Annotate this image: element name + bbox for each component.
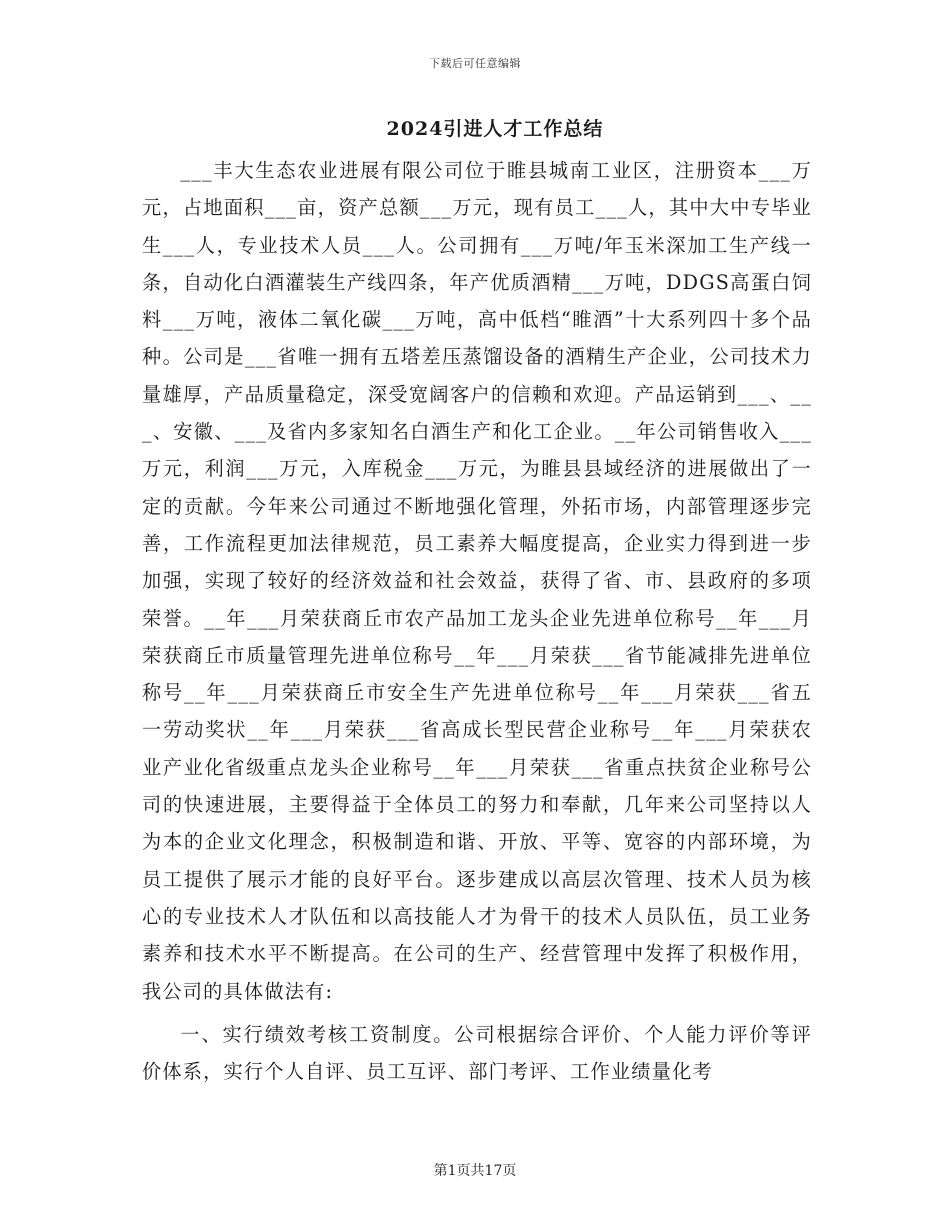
document-body xyxy=(142,152,812,1090)
page-number: 第1页共17页 xyxy=(433,1163,517,1179)
header-note: 下载后可任意编辑 xyxy=(429,57,521,70)
body-paragraph: ___丰大生态农业进展有限公司位于睢县城南工业区，注册资本___万元，占地面积___亩，资产总额___万元，现有员工___人，其中大中专毕业生___人，专业技术人员___人。公司拥有___万吨/年玉米深加工生产线一条，自动化白酒灌装生产线四条，年产优质酒精___万吨，DDGS高蛋白饲料___万吨，液体二氧化碳___万吨，高中低档“睢酒”十大系列四十多个品种。公司是___省唯一拥有五塔差压蒸馏设备的酒精生产企业，公司技术力量雄厚，产品质量稳定，深受宽阔客户的信赖和欢迎。产品运销到___、___、安徽、___及省内多家知名白酒生产和化工企业。__年公司销售收入___万元，利润___万元，入库税金___万元，为睢县县域经济的进展做出了一定的贡献。今年来公司通过不断地强化管理，外拓市场，内部管理逐步完善，工作流程更加法律规范，员工素养大幅度提高，企业实力得到进一步加强，实现了较好的经济效益和社会效益，获得了省、市、县政府的多项荣誉。__年___月荣获商丘市农产品加工龙头企业先进单位称号__年___月荣获商丘市质量管理先进单位称号__年___月荣获___省节能减排先进单位称号__年___月荣获商丘市安全生产先进单位称号__年___月荣获___省五一劳动奖状__年___月荣获___省高成长型民营企业称号__年___月荣获农业产业化省级重点龙头企业称号__年___月荣获___省重点扶贫企业称号公司的快速进展，主要得益于全体员工的努力和奉献，几年来公司坚持以人为本的企业文化理念，积极制造和谐、开放、平等、宽容的内部环境，为员工提供了展示才能的良好平台。逐步建成以高层次管理、技术人员为核心的专业技术人才队伍和以高技能人才为骨干的技术人员队伍，员工业务素养和技术水平不断提高。在公司的生产、经营管理中发挥了积极作用，我公司的具体做法有: xyxy=(142,159,812,1003)
body-paragraph: 一、实行绩效考核工资制度。公司根据综合评价、个人能力评价等评价体系，实行个人自评、员工互评、部门考评、工作业绩量化考 xyxy=(142,1022,812,1084)
document-title: 2024引进人才工作总结 xyxy=(386,118,604,140)
